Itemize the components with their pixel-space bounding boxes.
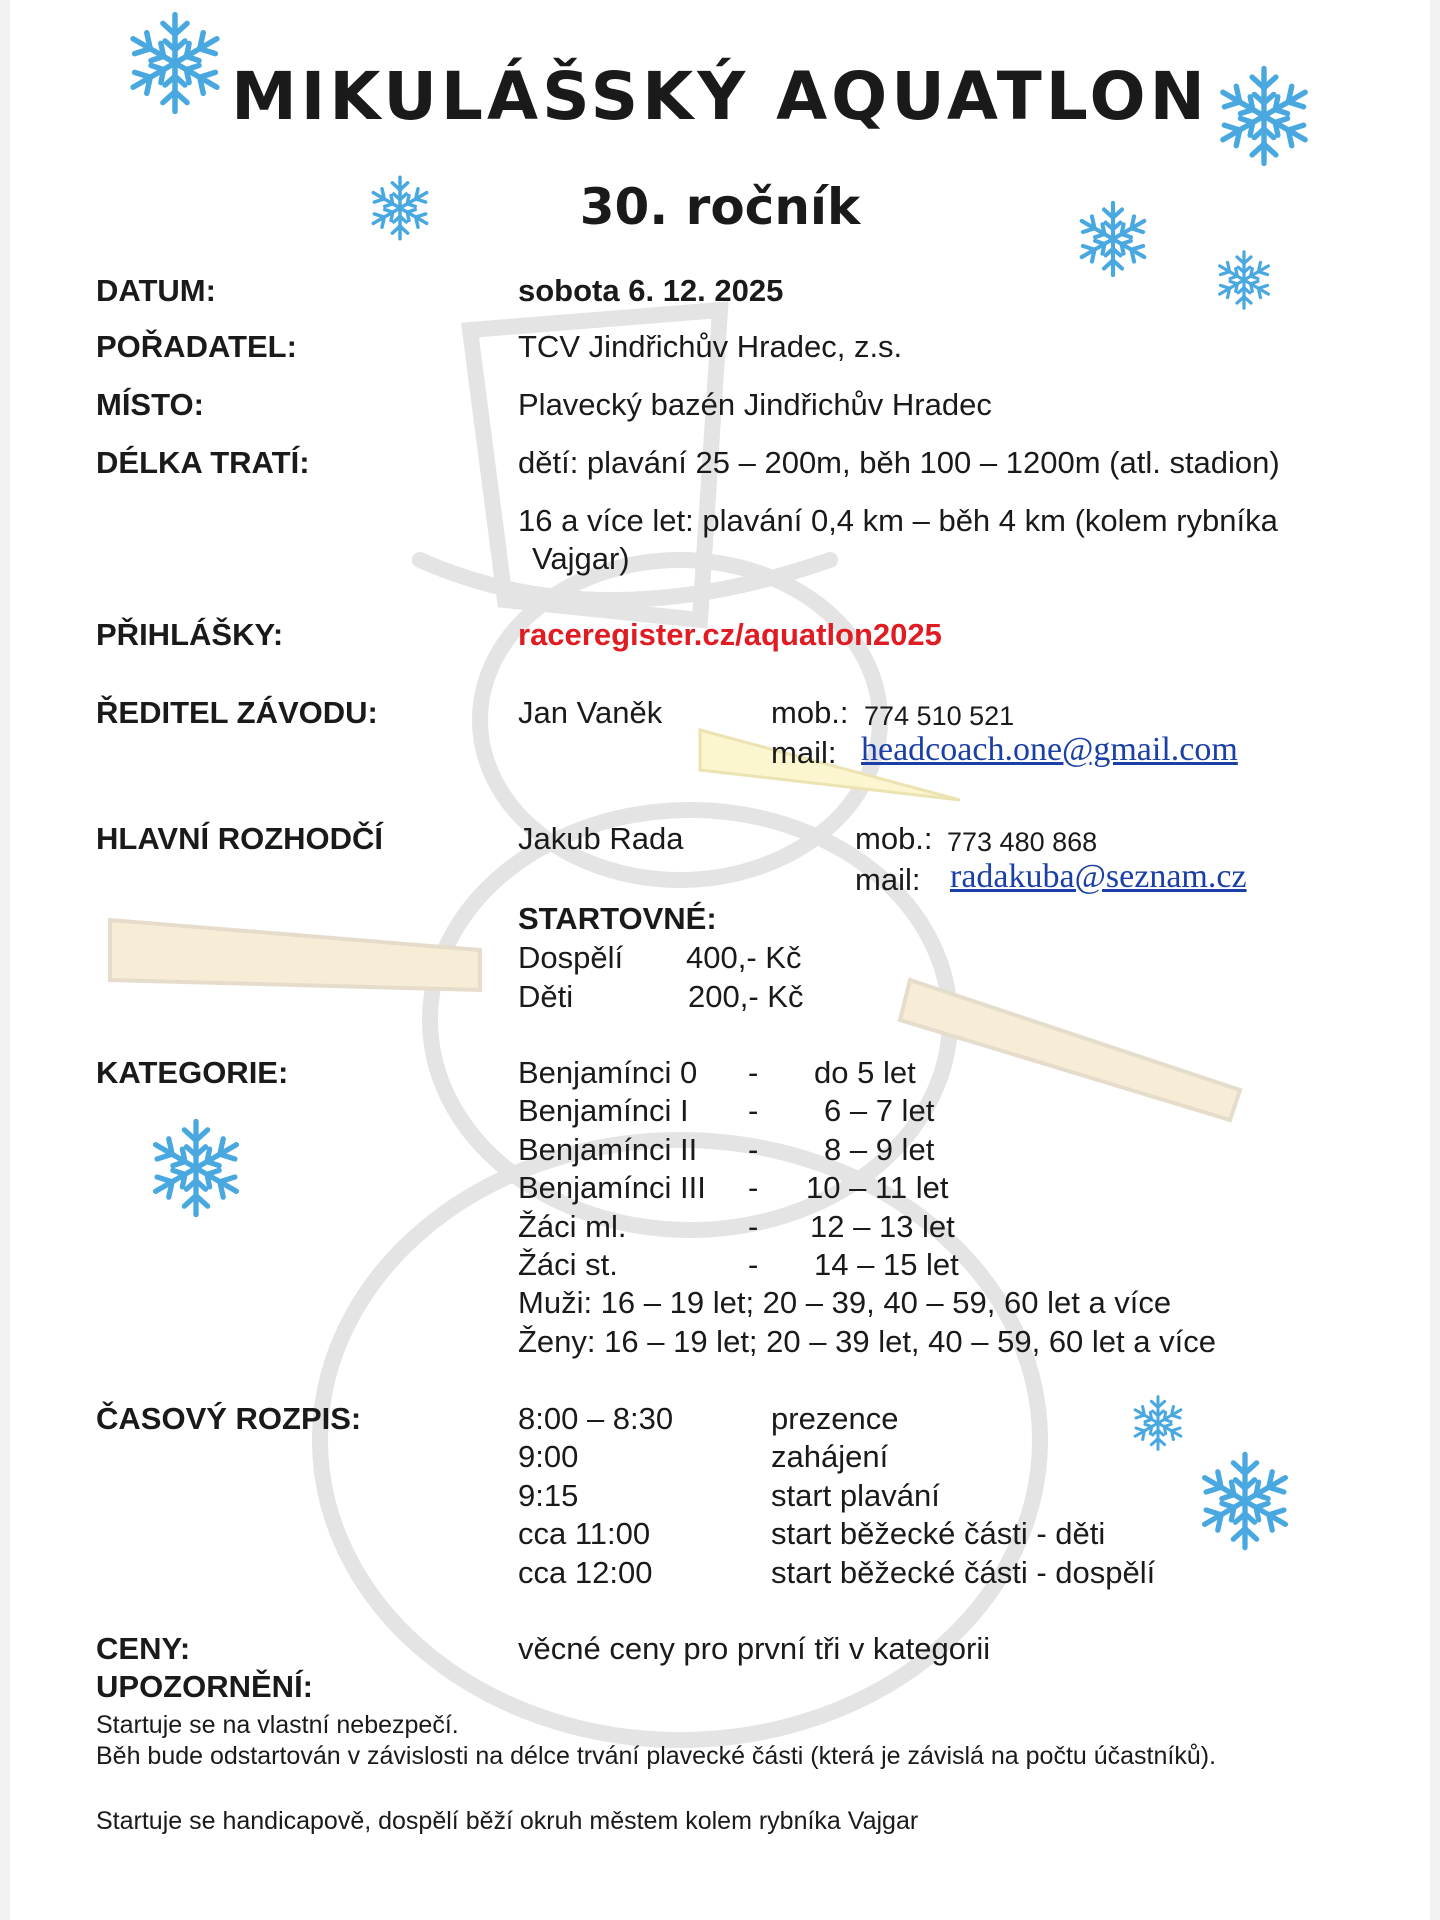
page-title: MIKULÁŠSKÝ AQUATLON — [231, 58, 1209, 135]
kategorie-dash: - — [748, 1209, 759, 1244]
kategorie-range: 12 – 13 let — [810, 1209, 955, 1244]
misto-value: Plavecký bazén Jindřichův Hradec — [518, 387, 992, 422]
rozhodci-mail-label: mail: — [855, 862, 921, 897]
rozpis-time: 9:00 — [518, 1439, 579, 1474]
rozpis-time: cca 11:00 — [518, 1516, 651, 1551]
rozpis-event: start běžecké části - dospělí — [771, 1555, 1156, 1590]
rozpis-event: zahájení — [771, 1439, 889, 1474]
datum-label: DATUM: — [96, 273, 216, 308]
poradatel-label: POŘADATEL: — [96, 329, 297, 364]
rozpis-time: cca 12:00 — [518, 1555, 653, 1590]
reditel-mail-label: mail: — [771, 735, 837, 770]
kategorie-name: Benjamínci 0 — [518, 1055, 698, 1090]
reditel-phone: 774 510 521 — [864, 701, 1015, 731]
reditel-email-link[interactable]: headcoach.one@gmail.com — [861, 731, 1238, 768]
snowflake-icon — [1192, 1448, 1298, 1554]
startovne-heading: STARTOVNÉ: — [518, 901, 717, 936]
upozorneni-line-2: Běh bude odstartován v závislosti na délce trvání plavecké části (která je závislá na počtu účastníků). — [96, 1742, 1217, 1770]
kategorie-range: 6 – 7 let — [824, 1093, 935, 1128]
kategorie-range: 14 – 15 let — [814, 1247, 959, 1282]
datum-value: sobota 6. 12. 2025 — [518, 273, 784, 308]
reditel-label: ŘEDITEL ZÁVODU: — [96, 695, 378, 730]
page-subtitle: 30. ročník — [579, 178, 861, 236]
rozhodci-label: HLAVNÍ ROZHODČÍ — [96, 821, 384, 856]
registration-link[interactable]: raceregister.cz/aquatlon2025 — [518, 617, 942, 652]
snowflake-icon — [1212, 248, 1276, 312]
ceny-value: věcné ceny pro první tři v kategorii — [518, 1631, 991, 1666]
kategorie-dash: - — [748, 1093, 759, 1128]
snowflake-icon — [143, 1115, 249, 1221]
reditel-mob-label: mob.: — [771, 695, 849, 730]
poradatel-value: TCV Jindřichův Hradec, z.s. — [518, 329, 903, 364]
startovne-row-price: 200,- Kč — [688, 979, 804, 1014]
kategorie-label: KATEGORIE: — [96, 1055, 289, 1090]
kategorie-dash: - — [748, 1170, 759, 1205]
ceny-label: CENY: — [96, 1631, 191, 1666]
misto-label: MÍSTO: — [96, 387, 204, 422]
rozhodci-mob-label: mob.: — [855, 821, 933, 856]
delka-line-3: Vajgar) — [532, 541, 630, 576]
prihlasky-label: PŘIHLÁŠKY: — [96, 617, 284, 652]
kategorie-zeny: Ženy: 16 – 19 let; 20 – 39 let, 40 – 59, 60 let a více — [518, 1324, 1216, 1359]
kategorie-range: 8 – 9 let — [824, 1132, 935, 1167]
rozhodci-email-link[interactable]: radakuba@seznam.cz — [950, 858, 1247, 895]
rozhodci-name: Jakub Rada — [518, 821, 684, 856]
rozpis-event: start běžecké části - děti — [771, 1516, 1106, 1551]
rozpis-time: 9:15 — [518, 1478, 579, 1513]
kategorie-dash: - — [748, 1132, 759, 1167]
upozorneni-label: UPOZORNĚNÍ: — [96, 1669, 313, 1704]
kategorie-dash: - — [748, 1055, 759, 1090]
startovne-row-price: 400,- Kč — [686, 940, 802, 975]
kategorie-name: Benjamínci I — [518, 1093, 689, 1128]
rozpis-event: start plavání — [771, 1478, 940, 1513]
kategorie-range: 10 – 11 let — [806, 1170, 949, 1205]
upozorneni-line-1: Startuje se na vlastní nebezpečí. — [96, 1711, 459, 1739]
startovne-row-label: Děti — [518, 979, 574, 1014]
reditel-name: Jan Vaněk — [518, 695, 663, 730]
kategorie-dash: - — [748, 1247, 759, 1282]
rozpis-time: 8:00 – 8:30 — [518, 1401, 674, 1436]
rozhodci-phone: 773 480 868 — [947, 827, 1098, 857]
kategorie-name: Žáci ml. — [518, 1209, 627, 1244]
delka-line-1: dětí: plavání 25 – 200m, běh 100 – 1200m (atl. stadion) — [518, 445, 1280, 480]
delka-line-2: 16 a více let: plavání 0,4 km – běh 4 km (kolem rybníka — [518, 503, 1278, 538]
kategorie-name: Žáci st. — [518, 1247, 618, 1282]
rozpis-event: prezence — [771, 1401, 899, 1436]
kategorie-name: Benjamínci III — [518, 1170, 706, 1205]
kategorie-muzi: Muži: 16 – 19 let; 20 – 39, 40 – 59, 60 let a více — [518, 1285, 1172, 1320]
kategorie-range: do 5 let — [814, 1055, 916, 1090]
kategorie-name: Benjamínci II — [518, 1132, 698, 1167]
startovne-row-label: Dospělí — [518, 940, 624, 975]
upozorneni-line-3: Startuje se handicapově, dospělí běží okruh městem kolem rybníka Vajgar — [96, 1807, 919, 1835]
rozpis-label: ČASOVÝ ROZPIS: — [96, 1401, 362, 1436]
delka-label: DÉLKA TRATÍ: — [96, 445, 310, 480]
snowflake-icon — [1128, 1393, 1188, 1453]
